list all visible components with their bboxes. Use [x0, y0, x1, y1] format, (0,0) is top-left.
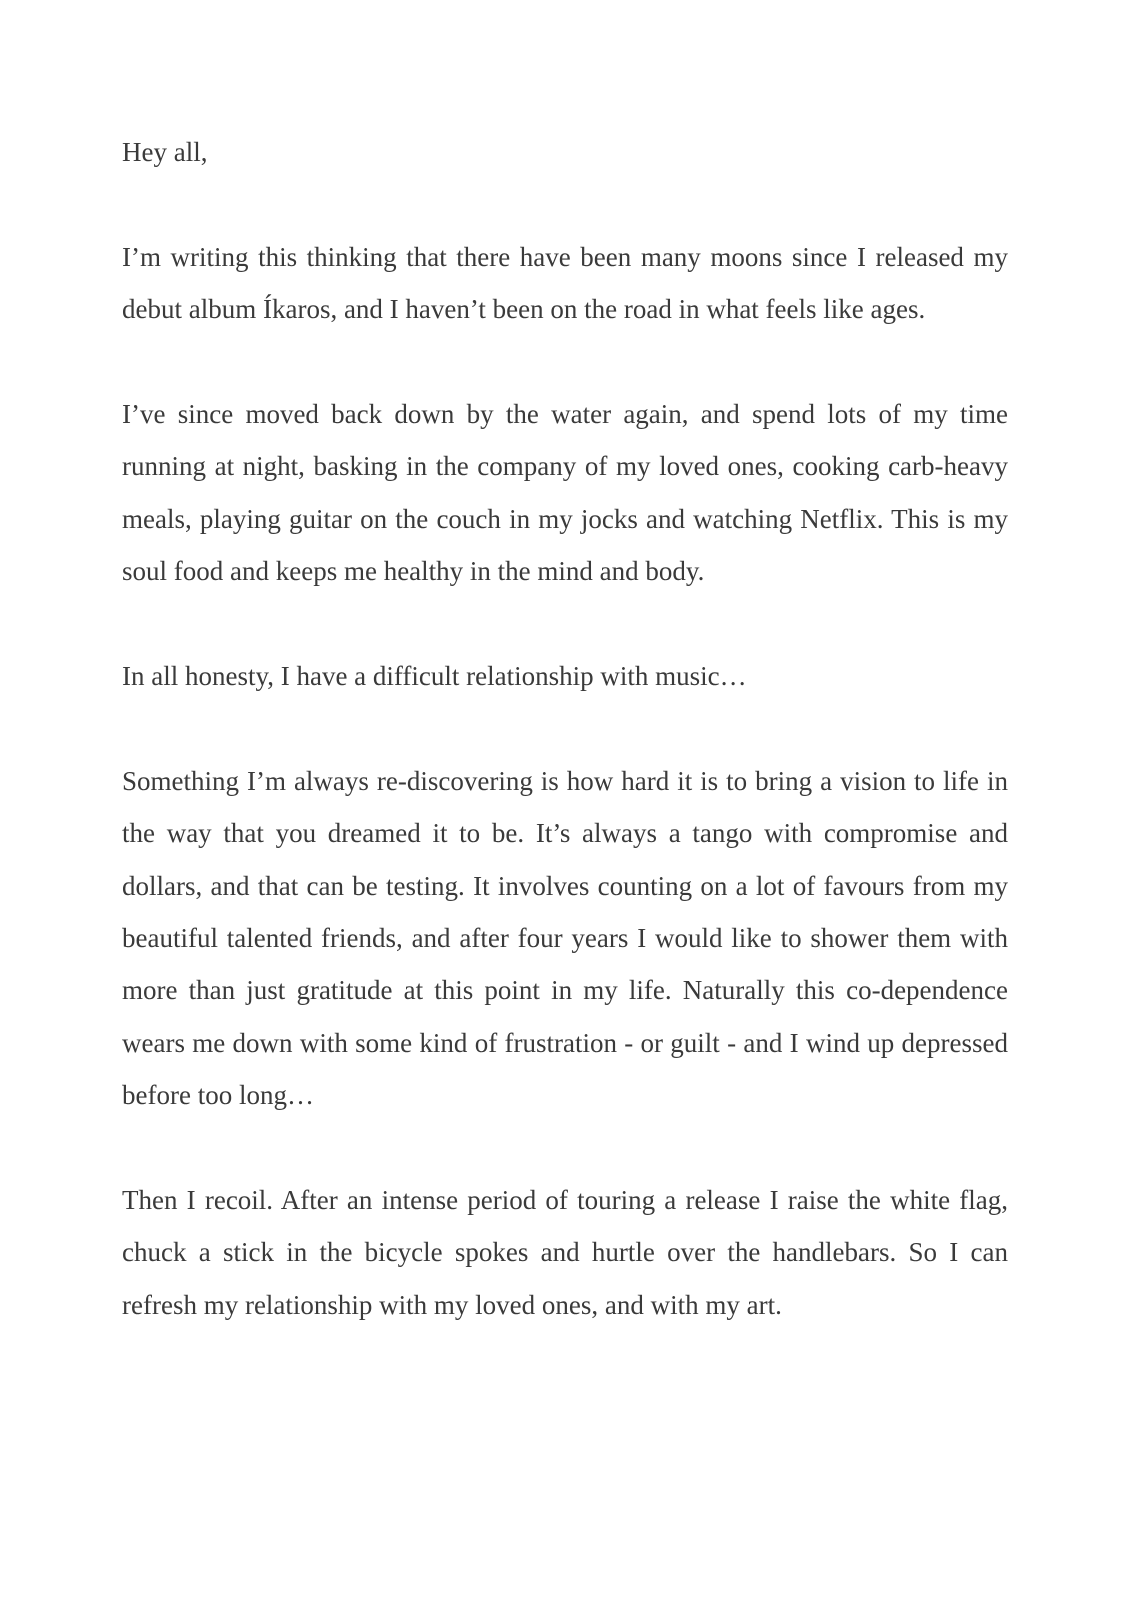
paragraph-3: In all honesty, I have a difficult relationship with music… [122, 661, 747, 692]
letter-body [122, 126, 1008, 1331]
paragraph-5: Then I recoil. After an intense period of touring a release I raise the white flag, chuck a stick in the bicycle spokes and hurtle over the handlebars. So I can refresh my relationship with my loved ones, and with my art. [122, 1185, 1008, 1320]
greeting: Hey all, [122, 137, 208, 167]
paragraph-1: I’m writing this thinking that there have been many moons since I released my debut album Íkaros, and I haven’t been on the road in what feels like ages. [122, 241, 1008, 325]
paragraph-2: I’ve since moved back down by the water again, and spend lots of my time running at night, basking in the company of my loved ones, cooking carb-heavy meals, playing guitar on the couch in my jocks and watching Netflix. This is my soul food and keeps me healthy in the mind and body. [122, 399, 1008, 587]
paragraph-4: Something I’m always re-discovering is how hard it is to bring a vision to life in the way that you dreamed it to be. It’s always a tango with compromise and dollars, and that can be testing. It involves counting on a lot of favours from my beautiful talented friends, and after four years I would like to shower them with more than just gratitude at this point in my life. Naturally this co-dependence wears me down with some kind of frustration - or guilt - and I wind up depressed before too long… [122, 765, 1008, 1111]
